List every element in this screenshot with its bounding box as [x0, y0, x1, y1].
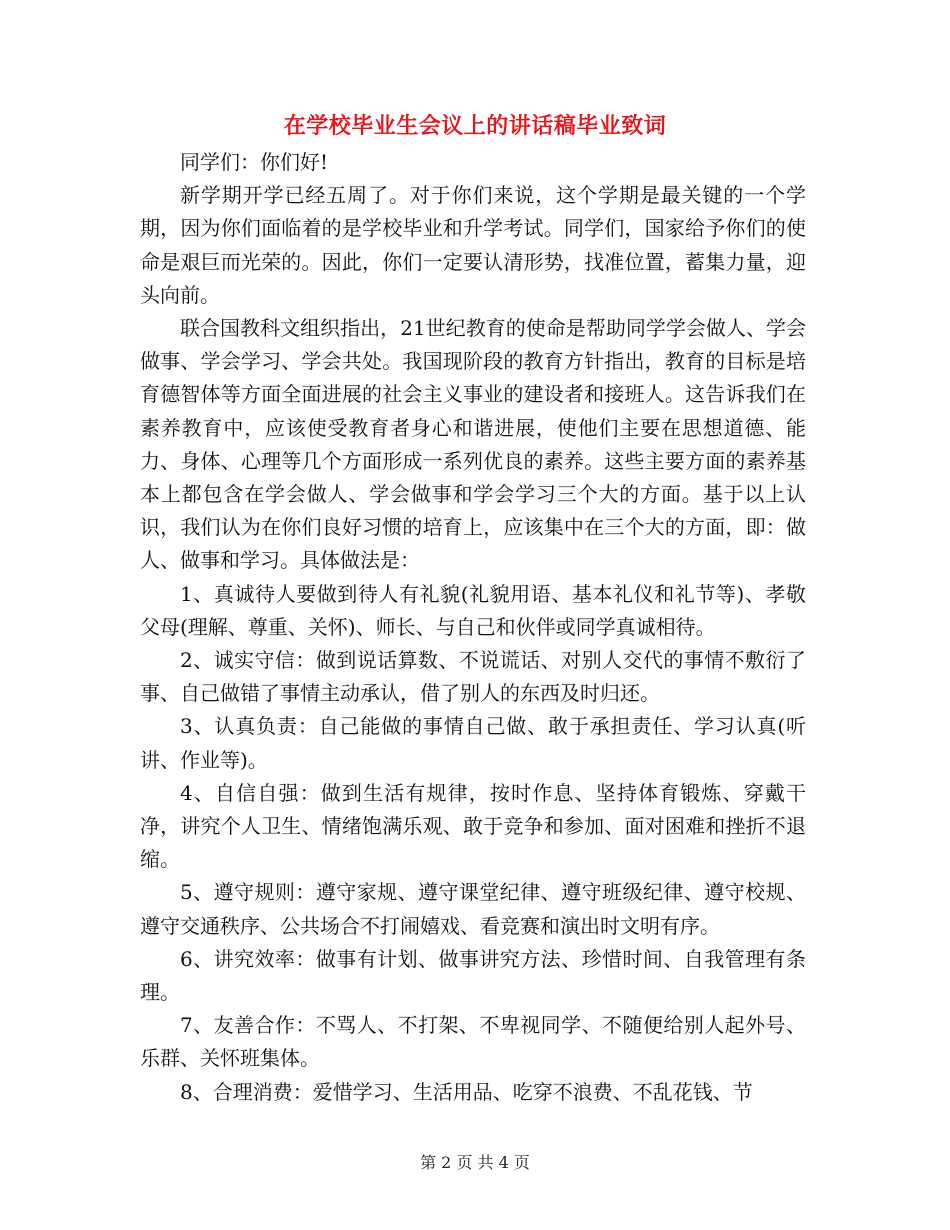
paragraph-item-5: 5、遵守规则：遵守家规、遵守课堂纪律、遵守班级纪律、遵守校规、遵守交通秩序、公共场合不打闹嬉戏、看竞赛和演出时文明有序。 [140, 880, 806, 938]
document-body [140, 146, 806, 1109]
paragraph-item-7: 7、友善合作：不骂人、不打架、不卑视同学、不随便给别人起外号、乐群、关怀班集体。 [140, 1013, 806, 1071]
paragraph-item-1: 1、真诚待人要做到待人有礼貌(礼貌用语、基本礼仪和礼节等)、孝敬父母(理解、尊重、关怀)、师长、与自己和伙伴或同学真诚相待。 [140, 581, 806, 639]
paragraph-item-2: 2、诚实守信：做到说话算数、不说谎话、对别人交代的事情不敷衍了事、自己做错了事情主动承认，借了别人的东西及时归还。 [140, 648, 806, 706]
document-title: 在学校毕业生会议上的讲话稿毕业致词 [283, 114, 667, 139]
paragraph-item-8: 8、合理消费：爱惜学习、生活用品、吃穿不浪费、不乱花钱、节 [180, 1079, 753, 1104]
paragraph-intro: 新学期开学已经五周了。对于你们来说，这个学期是最关键的一个学期，因为你们面临着的是学校毕业和升学考试。同学们，国家给予你们的使命是艰巨而光荣的。因此，你们一定要认清形势，找准位置，蓄集力量，迎头向前。 [140, 183, 806, 307]
paragraph-greeting: 同学们：你们好! [180, 150, 329, 174]
paragraph-item-6: 6、讲究效率：做事有计划、做事讲究方法、珍惜时间、自我管理有条理。 [140, 946, 806, 1005]
page-number-footer [0, 1152, 950, 1174]
page-number-label: 第 2 页 共 4 页 [420, 1153, 530, 1172]
paragraph-unesco: 联合国教科文组织指出，21世纪教育的使命是帮助同学学会做人、学会做事、学会学习、学会共处。我国现阶段的教育方针指出，教育的目标是培育德智体等方面全面进展的社会主义事业的建设者和接班人。这告诉我们在素养教育中，应该使受教育者身心和谐进展，使他们主要在思想道德、能力、身体、心理等几个方面形成一系列优良的素养。这些主要方面的素养基本上都包含在学会做人、学会做事和学会学习三个大的方面。基于以上认识，我们认为在你们良好习惯的培育上，应该集中在三个大的方面，即：做人、做事和学习。具体做法是： [140, 316, 806, 573]
paragraph-item-3: 3、认真负责：自己能做的事情自己做、敢于承担责任、学习认真(听讲、作业等)。 [140, 714, 806, 772]
paragraph-item-4: 4、自信自强：做到生活有规律，按时作息、坚持体育锻炼、穿戴干净，讲究个人卫生、情绪饱满乐观、敢于竞争和参加、面对困难和挫折不退缩。 [140, 780, 806, 872]
